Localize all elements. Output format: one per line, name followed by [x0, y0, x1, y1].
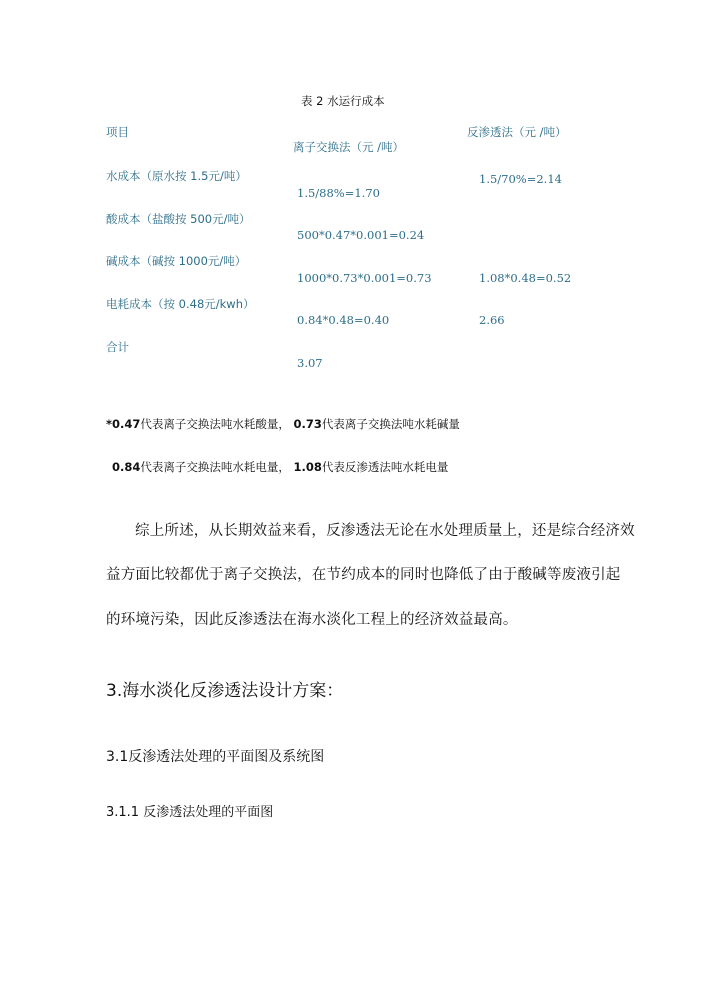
row-ion-total: 3.07: [297, 356, 323, 370]
note-power-ion-text: 代表离子交换法吨水耗电量，: [140, 460, 290, 474]
row-ion-alkali: 1000*0.73*0.001=0.73: [297, 271, 432, 285]
paragraph-line-2: 益方面比较都优于离子交换法，在节约成本的同时也降低了由于酸碱等废液引起: [106, 567, 621, 583]
note-line-1: [106, 416, 460, 432]
row-ion-acid: 500*0.47*0.001=0.24: [297, 228, 425, 242]
note-acid-value: *0.47: [106, 417, 141, 431]
row-ro-power: 2.66: [479, 313, 505, 327]
row-label-power: 电耗成本（按 0.48元/kwh）: [106, 297, 255, 311]
row-ion-power: 0.84*0.48=0.40: [297, 313, 390, 327]
row-label-alkali: 碱成本（碱按 1000元/吨）: [106, 254, 247, 268]
header-reverse-osmosis: 反渗透法（元 /吨）: [467, 125, 567, 139]
table-caption: 表 2 水运行成本: [301, 94, 385, 108]
row-ro-alkali: 1.08*0.48=0.52: [479, 271, 572, 285]
header-ion-exchange: 离子交换法（元 /吨）: [293, 140, 405, 154]
paragraph-line-3: 的环境污染，因此反渗透法在海水淡化工程上的经济效益最高。: [106, 612, 518, 628]
note-alkali-text: 代表离子交换法吨水耗碱量: [321, 417, 460, 431]
section-heading-3: 3.海水淡化反渗透法设计方案：: [106, 681, 344, 701]
section-heading-3-1: 3.1反渗透法处理的平面图及系统图: [106, 749, 325, 765]
row-label-water: 水成本（原水按 1.5元/吨）: [106, 169, 247, 183]
row-label-total: 合计: [106, 340, 129, 354]
note-power-ion-value: 0.84: [112, 460, 141, 474]
note-acid-text: 代表离子交换法吨水耗酸量，: [140, 417, 290, 431]
note-line-2: [112, 459, 448, 475]
note-alkali-value: 0.73: [293, 417, 322, 431]
paragraph-line-1: 综上所述，从长期效益来看，反渗透法无论在水处理质量上，还是综合经济效: [135, 523, 635, 539]
row-label-acid: 酸成本（盐酸按 500元/吨）: [106, 212, 251, 226]
note-power-ro-value: 1.08: [293, 460, 322, 474]
header-item: 项目: [106, 125, 129, 139]
row-ion-water: 1.5/88%=1.70: [297, 186, 380, 200]
section-heading-3-1-1: 3.1.1 反渗透法处理的平面图: [106, 805, 274, 820]
note-power-ro-text: 代表反渗透法吨水耗电量: [321, 460, 449, 474]
row-ro-water: 1.5/70%=2.14: [479, 172, 562, 186]
